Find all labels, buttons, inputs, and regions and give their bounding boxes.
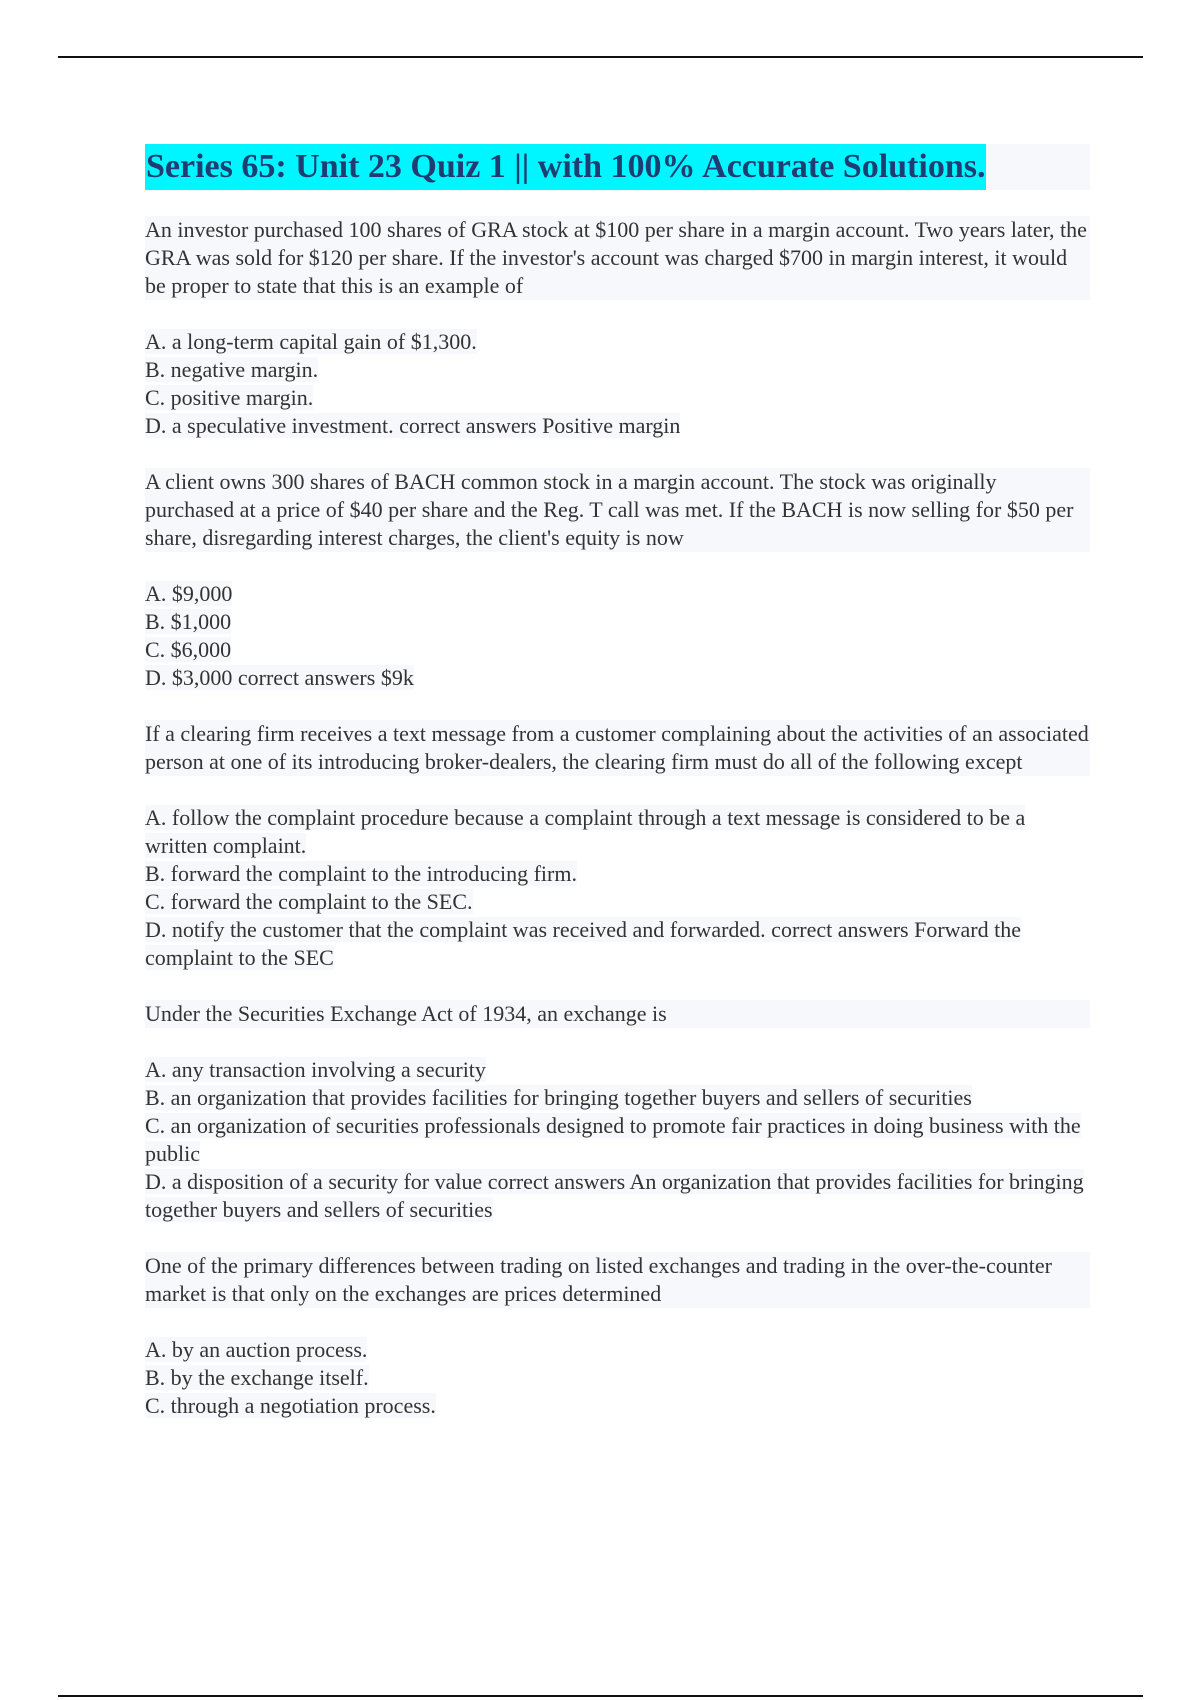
answer-option: C. forward the complaint to the SEC. (145, 889, 473, 914)
answer-option: B. an organization that provides facilities for bringing together buyers and sellers of securities (145, 1085, 972, 1110)
answer-option: C. through a negotiation process. (145, 1393, 436, 1418)
question-text: A client owns 300 shares of BACH common stock in a margin account. The stock was originally purchased at a price of $40 per share and the Reg. T call was met. If the BACH is now selling for $50 per share, disregarding interest charges, the client's equity is now (145, 468, 1090, 552)
answer-options (145, 580, 1090, 692)
answer-option: A. by an auction process. (145, 1337, 368, 1362)
answer-option: C. an organization of securities professionals designed to promote fair practices in doing business with the public (145, 1113, 1081, 1166)
answer-option: B. $1,000 (145, 609, 232, 634)
answer-options (145, 1336, 1090, 1420)
answer-option: A. $9,000 (145, 581, 233, 606)
document-title: Series 65: Unit 23 Quiz 1 || with 100% Accurate Solutions. (145, 144, 986, 190)
footer-rule (58, 1695, 1143, 1697)
question-text: If a clearing firm receives a text message from a customer complaining about the activities of an associated person at one of its introducing broker-dealers, the clearing firm must do all of the following except (145, 721, 1089, 774)
answer-option: D. a speculative investment. correct answers Positive margin (145, 413, 681, 438)
answer-option: D. $3,000 correct answers $9k (145, 665, 414, 690)
answer-option: B. forward the complaint to the introducing firm. (145, 861, 577, 886)
answer-option: A. follow the complaint procedure because a complaint through a text message is considered to be a written complaint. (145, 805, 1026, 858)
answer-option: B. negative margin. (145, 357, 319, 382)
answer-option: D. notify the customer that the complaint was received and forwarded. correct answers Forward the complaint to the SEC (145, 917, 1022, 970)
question-text: One of the primary differences between trading on listed exchanges and trading in the over-the-counter market is that only on the exchanges are prices determined (145, 1252, 1090, 1308)
answer-option: A. a long-term capital gain of $1,300. (145, 329, 477, 354)
answer-option: A. any transaction involving a security (145, 1057, 486, 1082)
question-text: Under the Securities Exchange Act of 1934, an exchange is (145, 1000, 1090, 1028)
answer-option: B. by the exchange itself. (145, 1365, 369, 1390)
question-text: An investor purchased 100 shares of GRA stock at $100 per share in a margin account. Two years later, the GRA was sold for $120 per share. If the investor's account was charged $700 in margin interest, it would be proper to state that this is an example of (145, 216, 1090, 300)
answer-option: D. a disposition of a security for value correct answers An organization that provides facilities for bringing together buyers and sellers of securities (145, 1169, 1084, 1222)
answer-options (145, 804, 1090, 972)
answer-option: C. $6,000 (145, 637, 232, 662)
header-rule (58, 56, 1143, 58)
answer-options (145, 328, 1090, 440)
answer-option: C. positive margin. (145, 385, 314, 410)
title-block (145, 144, 1090, 190)
answer-options (145, 1056, 1090, 1224)
document-body (145, 144, 1090, 1448)
